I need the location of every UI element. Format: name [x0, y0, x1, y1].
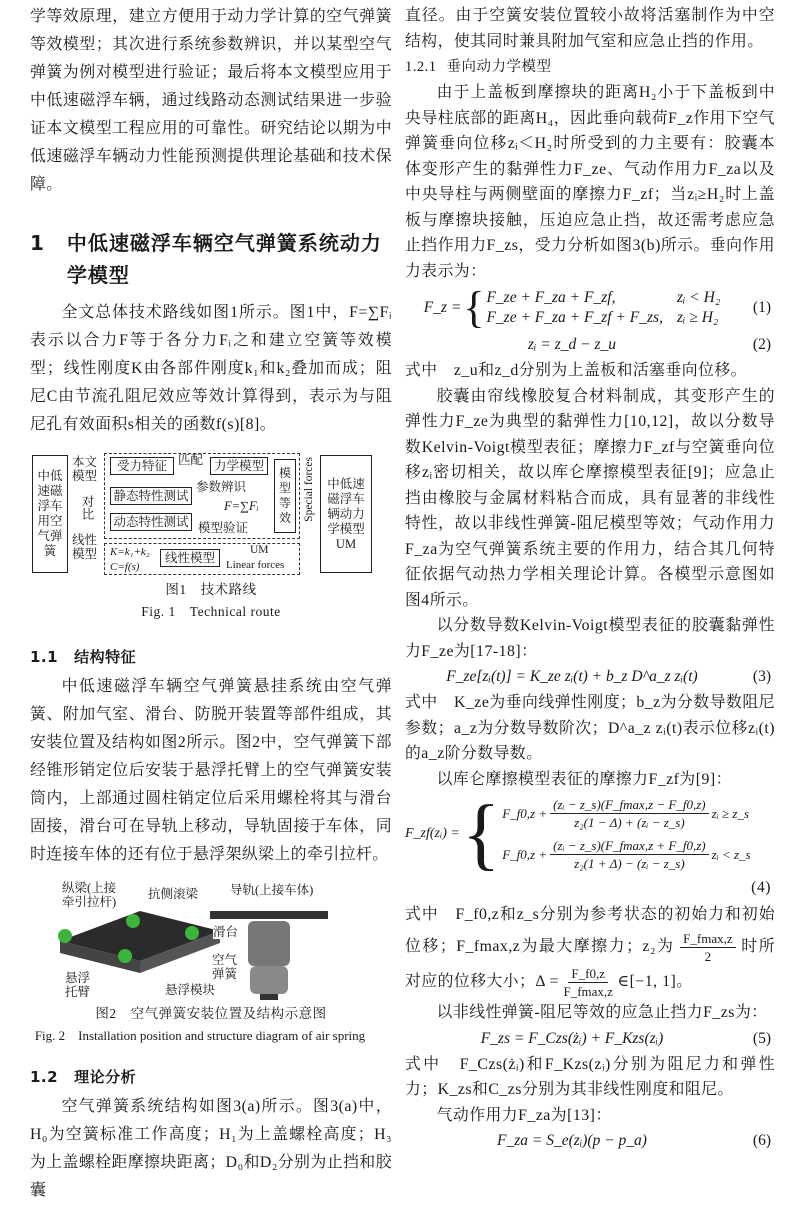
section-number: 1.2 [30, 1068, 59, 1086]
frac-numerator: F_f0,z [568, 965, 608, 983]
brace: { [463, 283, 485, 332]
section-title: 中低速磁浮车辆空气弹簧系统动力学模型 [66, 231, 382, 287]
equation-number: (5) [752, 1029, 771, 1047]
eq5-expr: F_zs = F_Czs(żᵢ) + F_Kzs(zᵢ) [480, 1029, 664, 1047]
special-forces-label: Special forces [303, 457, 315, 522]
section-number: 1.1 [30, 648, 59, 666]
stop-force-paragraph: 以非线性弹簧-阻尼等效的应急止挡力F_zs为： [436, 1004, 768, 1021]
figure-1-caption-cn: 图1 技术路线 [165, 582, 257, 597]
right-column [405, 3, 775, 1154]
eq6-expr: F_za = S_e(zᵢ)(p − p_a) [497, 1132, 647, 1149]
vehicle-dynamics-model-box: 中低速磁浮车辆动力学模型UM [320, 455, 372, 573]
section-number: 1 [30, 231, 45, 255]
levitation-arm-label: 悬浮托臂 [65, 971, 93, 999]
eq4-numerator-2: (zᵢ − z_s)(F_fmax,z + F_f0,z) [550, 837, 708, 855]
frac-denominator: F_fmax,z [563, 984, 613, 999]
this-model-label: 本文模型 [72, 455, 98, 483]
eq4-numerator-1: (zᵢ − z_s)(F_fmax,z − F_f0,z) [550, 796, 708, 814]
figure-1-caption-en: Fig. 1 Technical route [141, 604, 281, 619]
where-clause-4 [405, 900, 775, 1000]
eq2-expr: zᵢ = z_d − z_u [528, 336, 616, 353]
um-label: UM [250, 544, 269, 556]
section-1-2-1-heading [405, 54, 775, 80]
guide-rail-label: 导轨(上接车体) [230, 883, 314, 897]
compare-label: 对比 [80, 495, 94, 520]
air-spring-box: 中低速磁浮车用空气弹簧 [32, 455, 68, 573]
damping-equation: C=f(s) [110, 561, 140, 573]
equation-4 [405, 790, 775, 878]
frac-numerator: F_fmax,z [680, 930, 735, 948]
equation-5 [405, 1026, 775, 1052]
model-equivalence-box: 模型等效 [274, 459, 296, 533]
theory-paragraph: 空气弹簧系统结构如图3(a)所示。图3(a)中，H₀为空簧标准工作高度；H₁为上盖螺栓高度；H₃为上盖螺栓距摩擦块距离；D₀和D₂分别为止挡和胶囊 [30, 1098, 392, 1199]
eq1-cond1: zᵢ < H₂ [676, 289, 721, 306]
equation-1 [405, 283, 775, 332]
coulomb-paragraph: 以库仑摩擦模型表征的摩擦力F_zf为[9]： [436, 770, 732, 788]
stiffness-equation: K=k₁+k₂ [110, 546, 150, 558]
section-title: 理论分析 [74, 1068, 137, 1086]
static-test-box: 静态特性测试 [110, 487, 192, 505]
section-title: 结构特征 [74, 648, 137, 666]
equation-2 [405, 332, 775, 358]
where-clause-1: 式中 z_u和z_d分别为上盖板和活塞垂向位移。 [405, 362, 747, 379]
eq4-pre: F_f0,z + [502, 846, 548, 862]
figure-1-technical-route [30, 451, 392, 623]
equation-number: (3) [752, 668, 771, 685]
eq4-lhs: F_zf(zᵢ) = [405, 826, 460, 841]
linear-model-label: 线性模型 [72, 533, 98, 561]
figure-2-illustration-area [30, 881, 392, 1003]
eq1-cond2: zᵢ ≥ H₂ [676, 309, 719, 326]
equation-number: (6) [752, 1132, 771, 1149]
eq4-denominator-1: z₂(1 − Δ) + (zᵢ − z_s) [574, 815, 685, 830]
where-text-c: ∈[−1, 1]。 [617, 973, 693, 991]
dynamic-test-box: 动态特性测试 [110, 513, 192, 531]
frac-denominator: 2 [704, 949, 712, 964]
section-number: 1.2.1 [405, 59, 437, 75]
model-verification-label: 模型验证 [198, 521, 249, 535]
technical-route-paragraph: 全文总体技术路线如图1所示。图1中，F=∑Fᵢ表示以合力F等于各分力Fᵢ之和建立空簧等效模型；线性刚度K由各部件刚度k₁和k₂叠加而成；阻尼C由节流孔阻尼效应等效计算得到，表示为与阻尼孔有效面积s相关的函数f(s)[8]。 [30, 304, 392, 433]
structure-paragraph: 中低速磁浮车辆空气弹簧悬挂系统由空气弹簧、附加气室、滑台、防脱开装置等部件组成，其安装位置及结构如图2所示。图2中，空气弹簧下部经锥形销定位后安装于悬浮托臂上的空气弹簧安装筒内，上部通过圆柱销定位后采用螺栓将其与滑台固接，滑台可在导轨上移动，导轨固接于车体，同时连接车体的还有位于悬浮架纵梁上的牵引拉杆。 [30, 678, 392, 863]
eq4-denominator-2: z₂(1 + Δ) − (zᵢ − z_s) [574, 856, 685, 871]
diameter-paragraph: 直径。由于空簧安装位置较小故将活塞制作为中空结构，使其同时兼具附加气室和应急止挡的作用。 [405, 7, 775, 50]
equation-number: (1) [752, 299, 771, 316]
section-title: 垂向动力学模型 [446, 59, 552, 75]
eq3-expr: F_ze[zᵢ(t)] = K_ze zᵢ(t) + b_z D^a_z zᵢ(t) [446, 668, 698, 685]
intro-paragraph-end: 学等效原理，建立方便用于动力学计算的空气弹簧等效模型；其次进行系统参数辨识，并以某型空气弹簧为例对模型进行验证；最后将本文模型应用于中低速磁浮车辆，通过线路动态测试结果进一步验证本文模型工程应用的可靠性。研究结论以期为中低速磁浮车辆动力性能预测提供理论基础和技术保障。 [30, 8, 392, 193]
air-spring-label: 空气弹簧 [212, 953, 240, 981]
eq4-cond2: zᵢ < z_s [711, 846, 751, 862]
linear-forces-label: Linear forces [226, 559, 285, 571]
eq4-cond1: zᵢ ≥ z_s [711, 805, 749, 821]
figure-1-diagram [30, 451, 392, 579]
eq1-case1: F_ze + F_za + F_zf, [486, 289, 616, 306]
match-label: 匹配 [178, 453, 204, 467]
vertical-force-paragraph: 由于上盖板到摩擦块的距离H₂小于下盖板到中央导柱底部的距离H₄，因此垂向载荷F_z作用下空气弹簧垂向位移zᵢ＜H₂时所受到的力主要有：胶囊本体变形产生的黏弹性力F_ze、气动作用力F_za以及中央导柱与两侧壁面的摩擦力F_zf；当zᵢ≥H₂时上盖板与摩擦块接触，压迫应急止挡，故还需考虑应急止挡作用力F_zs，受力分析如图3(b)所示。垂向作用力表示为： [405, 84, 775, 280]
force-characteristics-box: 受力特征 [110, 457, 174, 475]
parameter-identification-label: 参数辨识 [196, 480, 247, 494]
anti-roll-beam-label: 抗侧滚梁 [148, 887, 199, 901]
where-text-a: 式中 F_f0,z和z_s分别为参考状态的初始力和初始位移；F_fmax,z为最大摩擦力；z₂为 [405, 906, 775, 956]
eq4-pre: F_f0,z + [502, 805, 548, 821]
figure-2-caption-en: Fig. 2 Installation position and structure diagram of air spring [34, 1028, 366, 1043]
where-clause-5: 式中 F_Czs(żᵢ)和F_Kzs(zᵢ)分别为阻尼力和弹性力；K_zs和C_zs分别为其非线性刚度和阻尼。 [405, 1055, 775, 1098]
where-text-b: 时所对应的位移大小；Δ = [405, 938, 775, 991]
capsule-paragraph: 胶囊由帘线橡胶复合材料制成，其变形产生的弹性力F_ze为典型的黏弹性力[10,12]，故以分数导数Kelvin-Voigt模型表征；摩擦力F_zf与空簧垂向位移zᵢ密切相关，故以库仑摩擦模型表征[9]；应急止挡由橡胶与金属材料粘合而成，具有显著的非线性特性，故以非线性弹簧-阻尼模型等效；气动作用力F_za为空气弹簧系统主要的作用力，结合其几何特征依据气动热力学相关理论计算。各模型示意图如图4所示。 [405, 387, 775, 609]
brace: { [461, 790, 501, 878]
section-1-heading [30, 227, 392, 291]
eq1-case2: F_ze + F_za + F_zf + F_zs, [486, 309, 663, 326]
mechanical-model-box: 力学模型 [210, 457, 268, 475]
linear-model-box: 线性模型 [160, 549, 220, 567]
equation-4-number: (4) [751, 879, 771, 896]
equation-3 [405, 664, 775, 690]
equation-number: (2) [752, 336, 771, 353]
fractional-model-paragraph: 以分数导数Kelvin-Voigt模型表征的胶囊黏弹性力F_ze为[17-18]： [405, 617, 775, 660]
left-column [30, 3, 392, 1205]
slide-table-label: 滑台 [213, 925, 239, 939]
sum-force-equation: F=∑Fᵢ [224, 499, 259, 513]
figure-2-air-spring-structure [30, 881, 392, 1047]
figure-2-caption-cn: 图2 空气弹簧安装位置及结构示意图 [95, 1006, 327, 1021]
aerodynamic-paragraph: 气动作用力F_za为[13]： [436, 1106, 612, 1124]
section-1-2-heading [30, 1065, 392, 1089]
section-1-1-heading [30, 645, 392, 669]
eq1-lhs: F_z = [423, 299, 462, 316]
longitudinal-beam-label: 纵梁(上接牵引拉杆) [62, 881, 124, 909]
where-clause-3: 式中 K_ze为垂向线弹性刚度；b_z为分数导数阻尼参数；a_z为分数导数阶次；D^a_z zᵢ(t)表示位移zᵢ(t)的a_z阶分数导数。 [405, 694, 775, 762]
levitation-module-label: 悬浮模块 [165, 983, 216, 997]
